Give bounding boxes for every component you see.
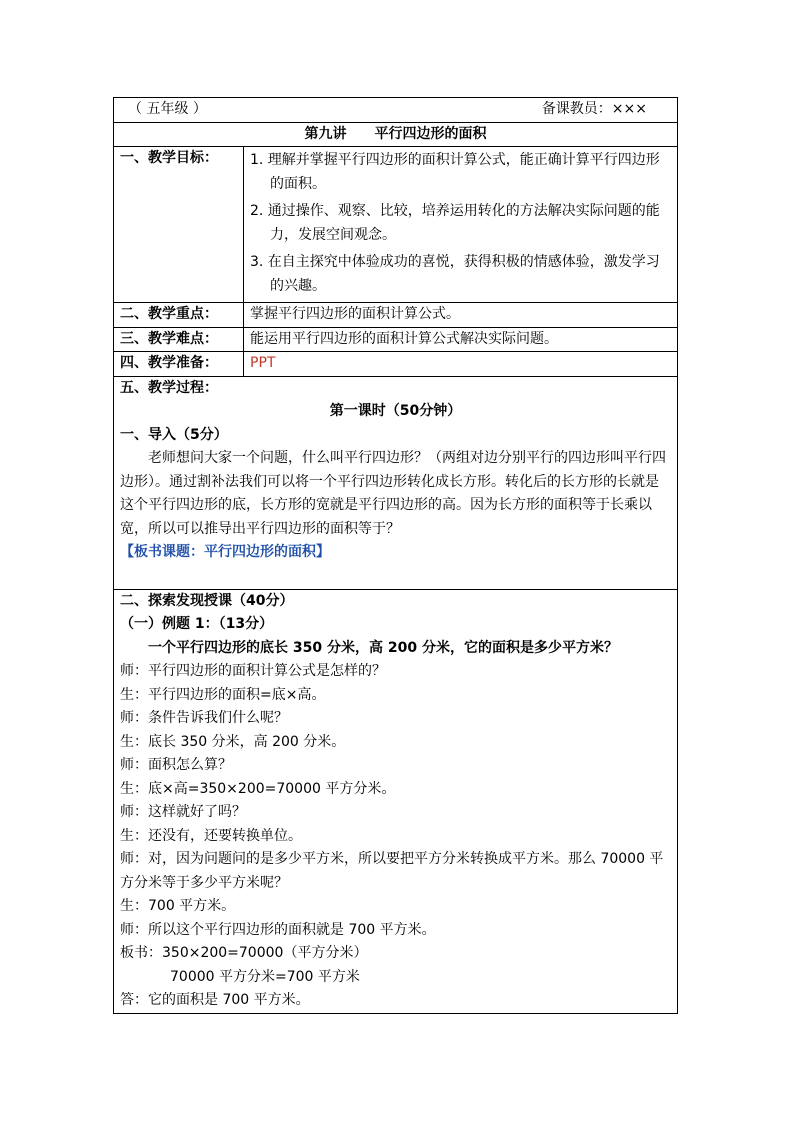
preparation-row [114, 352, 678, 377]
session-title: 第一课时（50分钟） [329, 403, 462, 419]
title-row [114, 122, 678, 147]
objectives-list [250, 149, 671, 298]
example-title: （一）例题 1：（13分） [120, 616, 274, 632]
dialog-line: 师：对，因为问题问的是多少平方米，所以要把平方分米转换成平方米。那么 70000 平方分米等于多少平方米呢？ [120, 851, 664, 891]
difficulty-text: 能运用平行四边形的面积计算公式解决实际问题。 [244, 327, 678, 352]
preparation-text: PPT [244, 352, 678, 377]
key-point-label: 二、教学重点： [114, 303, 244, 328]
objective-item: 2. 通过操作、观察、比较，培养运用转化的方法解决实际问题的能力，发展空间观念。 [250, 203, 660, 243]
dialog-line: 师：条件告诉我们什么呢？ [120, 710, 288, 726]
intro-title: 一、导入（5分） [120, 426, 228, 443]
board-work-line-1: 板书：350×200=70000（平方分米） [120, 945, 368, 961]
dialog-line: 师：这样就好了吗？ [120, 804, 246, 820]
difficulty-row [114, 327, 678, 352]
objectives-label: 一、教学目标： [114, 147, 244, 303]
dialog-line: 师：所以这个平行四边形的面积就是 700 平方米。 [120, 921, 436, 938]
board-title: 【板书课题：平行四边形的面积】 [120, 544, 330, 560]
lesson-plan-page [113, 97, 677, 1014]
dialog-line: 师：平行四边形的面积计算公式是怎样的？ [120, 663, 386, 679]
objective-item: 3. 在自主探究中体验成功的喜悦，获得积极的情感体验，激发学习的兴趣。 [250, 254, 660, 294]
preparation-label: 四、教学准备： [114, 352, 244, 377]
key-point-row [114, 303, 678, 328]
difficulty-label: 三、教学难点： [114, 327, 244, 352]
process-row [114, 376, 678, 589]
dialog-line: 生：700 平方米。 [120, 898, 236, 914]
explore-row [114, 589, 678, 1013]
board-work-line-2: 70000 平方分米=700 平方米 [170, 968, 360, 985]
intro-text: 老师想问大家一个问题，什么叫平行四边形？（两组对边分别平行的四边形叫平行四边形）。通过割补法我们可以将一个平行四边形转化成长方形。转化后的长方形的长就是这个平行四边形的底，长方形的宽就是平行四边形的高。因为长方形的面积等于长乘以宽，所以可以推导出平行四边形的面积等于？ [120, 450, 666, 537]
header-row [114, 98, 678, 123]
process-heading: 五、教学过程： [120, 379, 218, 396]
key-point-text: 掌握平行四边形的面积计算公式。 [244, 303, 678, 328]
grade-label: （ 五年级 ） [128, 101, 207, 117]
example-question: 一个平行四边形的底长 350 分米，高 200 分米，它的面积是多少平方米？ [148, 639, 618, 656]
dialog-line: 生：底×高=350×200=70000 平方分米。 [120, 780, 396, 797]
lesson-title: 第九讲 平行四边形的面积 [114, 122, 678, 147]
objective-item: 1. 理解并掌握平行四边形的面积计算公式，能正确计算平行四边形的面积。 [250, 152, 660, 192]
explore-heading: 二、探索发现授课（40分） [120, 592, 294, 609]
objectives-row [114, 147, 678, 303]
lesson-plan-table [113, 97, 678, 1014]
dialog-line: 师：面积怎么算？ [120, 757, 232, 773]
answer-line: 答：它的面积是 700 平方米。 [120, 992, 310, 1008]
dialog-line: 生：平行四边形的面积=底×高。 [120, 686, 326, 703]
teacher-label: 备课教员：××× [541, 101, 648, 117]
dialog-line: 生：还没有，还要转换单位。 [120, 827, 302, 844]
dialog-line: 生：底长 350 分米，高 200 分米。 [120, 733, 346, 750]
